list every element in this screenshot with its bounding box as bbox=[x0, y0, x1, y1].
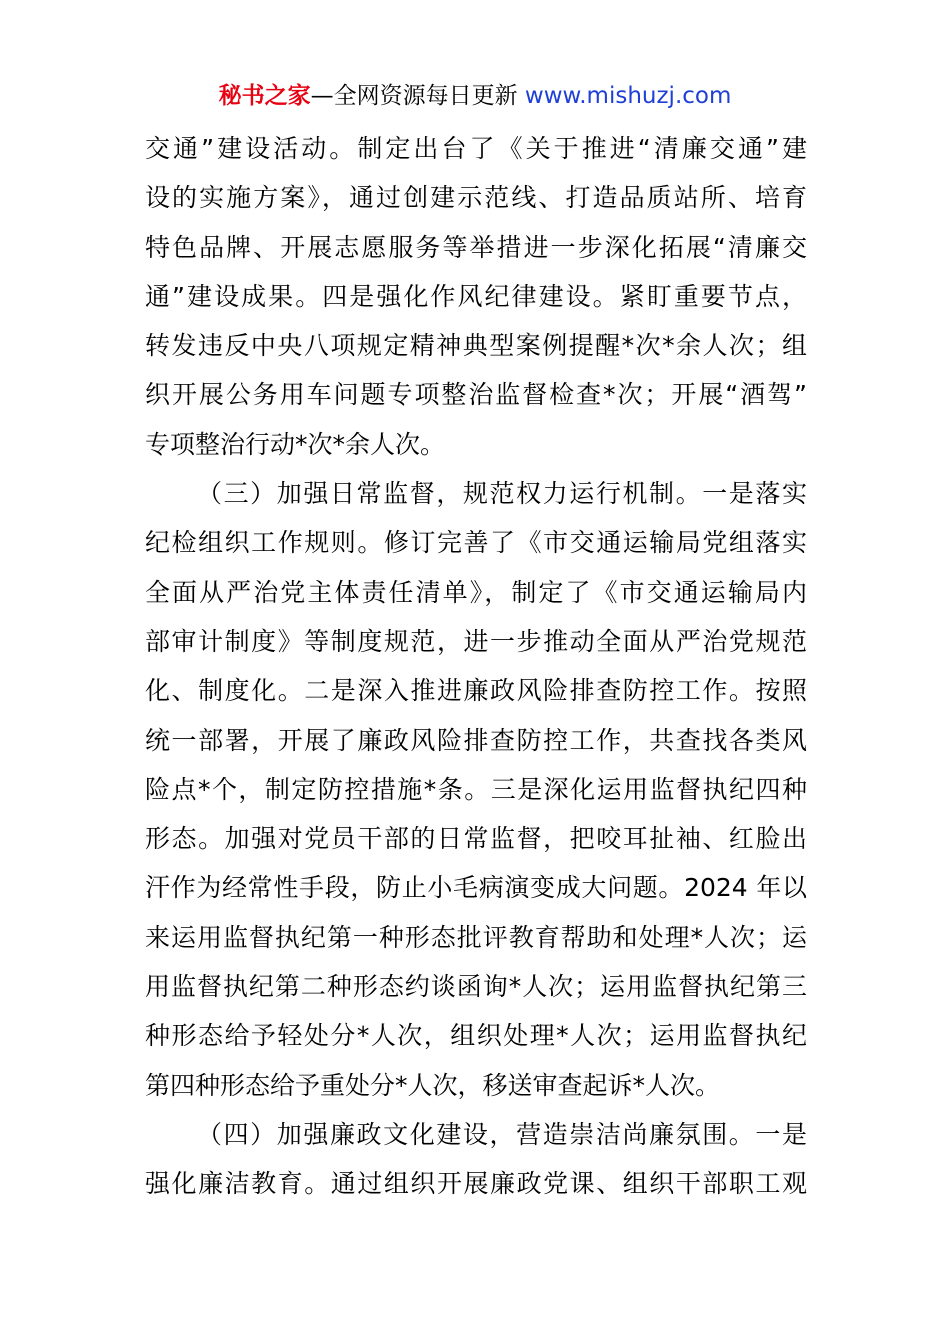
body-line: 纪检组织工作规则。修订完善了《市交通运输局党组落实 bbox=[145, 528, 807, 558]
body-line: 设的实施方案》，通过创建示范线、打造品质站所、培育 bbox=[145, 183, 807, 213]
header-brand: 秘书之家 bbox=[218, 83, 311, 109]
body-line: 全面从严治党主体责任清单》，制定了《市交通运输局内 bbox=[145, 577, 807, 607]
body-line: 来运用监督执纪第一种形态批评教育帮助和处理*人次；运 bbox=[145, 922, 807, 952]
body-text bbox=[145, 124, 807, 1209]
body-line: 织开展公务用车问题专项整治监督检查*次；开展“酒驾” bbox=[145, 380, 807, 410]
body-line: 种形态给予轻处分*人次，组织处理*人次；运用监督执纪 bbox=[145, 1021, 807, 1051]
section-heading-line: （四）加强廉政文化建设，营造崇洁尚廉氛围。一是 bbox=[197, 1119, 807, 1149]
body-line: 通”建设成果。四是强化作风纪律建设。紧盯重要节点， bbox=[145, 281, 807, 311]
body-line: 汗作为经常性手段，防止小毛病演变成大问题。2024 年以 bbox=[145, 873, 807, 903]
page-header bbox=[0, 80, 950, 112]
body-line: 专项整治行动*次*余人次。 bbox=[145, 429, 446, 459]
body-line: 转发违反中央八项规定精神典型案例提醒*次*余人次；组 bbox=[145, 331, 807, 361]
section-heading-line: （三）加强日常监督，规范权力运行机制。一是落实 bbox=[197, 479, 807, 509]
body-line: 用监督执纪第二种形态约谈函询*人次；运用监督执纪第三 bbox=[145, 972, 807, 1002]
header-tagline: —全网资源每日更新 bbox=[310, 83, 525, 109]
body-line: 特色品牌、开展志愿服务等举措进一步深化拓展“清廉交 bbox=[145, 232, 807, 262]
body-line: 第四种形态给予重处分*人次，移送审查起诉*人次。 bbox=[145, 1070, 721, 1100]
body-line: 部审计制度》等制度规范，进一步推动全面从严治党规范 bbox=[145, 626, 807, 656]
body-line: 化、制度化。二是深入推进廉政风险排查防控工作。按照 bbox=[145, 676, 807, 706]
header-site-link[interactable]: www.mishuzj.com bbox=[524, 83, 732, 109]
body-line: 交通”建设活动。制定出台了《关于推进“清廉交通”建 bbox=[145, 134, 807, 163]
body-line: 险点*个，制定防控措施*条。三是深化运用监督执纪四种 bbox=[145, 774, 807, 804]
body-line: 强化廉洁教育。通过组织开展廉政党课、组织干部职工观 bbox=[145, 1169, 807, 1199]
body-line: 统一部署，开展了廉政风险排查防控工作，共查找各类风 bbox=[145, 725, 807, 755]
body-line: 形态。加强对党员干部的日常监督，把咬耳扯袖、红脸出 bbox=[145, 824, 807, 854]
